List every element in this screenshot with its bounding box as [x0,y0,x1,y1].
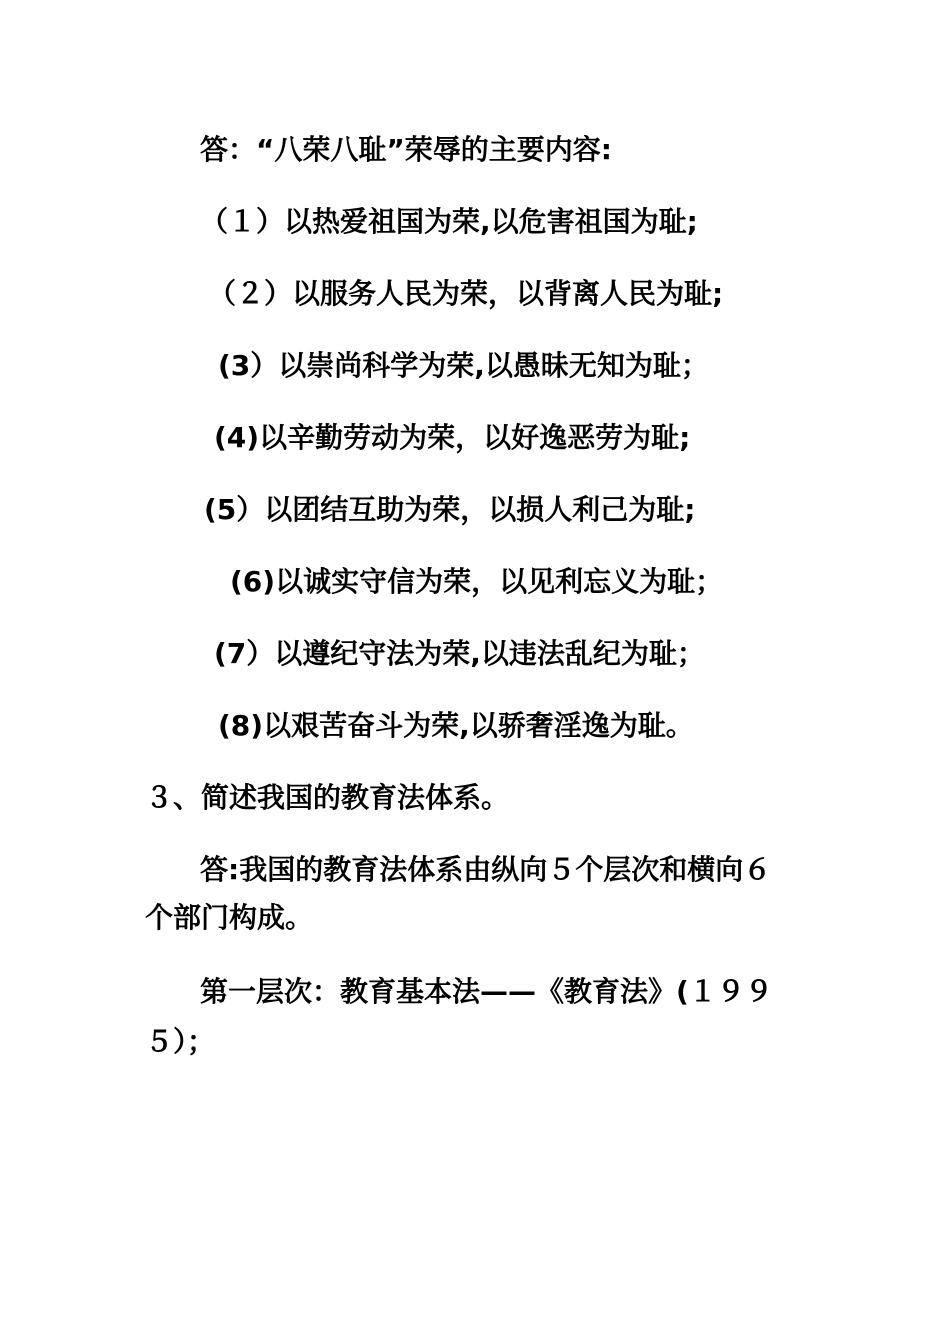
list-item-8: (8)以艰苦奋斗为荣,以骄奢淫逸为耻。 [218,709,694,742]
answer-3-line-1: 答:我国的教育法体系由纵向５个层次和横向６ [200,853,772,886]
level-1-line-1: 第一层次：教育基本法——《教育法》(１９９ [200,975,773,1008]
level-1-line-2: ５）； [145,1025,216,1058]
list-item-6: (6)以诚实守信为荣，以见利忘义为耻； [230,565,724,598]
question-3-heading: ３、简述我国的教育法体系。 [145,781,510,814]
answer-intro: 答：“八荣八耻”荣辱的主要内容: [200,133,613,166]
list-item-7: (7）以遵纪守法为荣,以违法乱纪为耻； [214,637,705,670]
list-item-3: (3）以崇尚科学为荣,以愚昧无知为耻； [218,349,709,382]
list-item-1: （１）以热爱祖国为荣,以危害祖国为耻; [200,205,698,238]
list-item-5: (5）以团结互助为荣，以损人利己为耻; [204,493,696,526]
list-item-4: (4)以辛勤劳动为荣，以好逸恶劳为耻; [214,421,691,454]
list-item-2: （２）以服务人民为荣，以背离人民为耻; [208,277,724,310]
answer-3-line-2: 个部门构成。 [145,901,314,934]
